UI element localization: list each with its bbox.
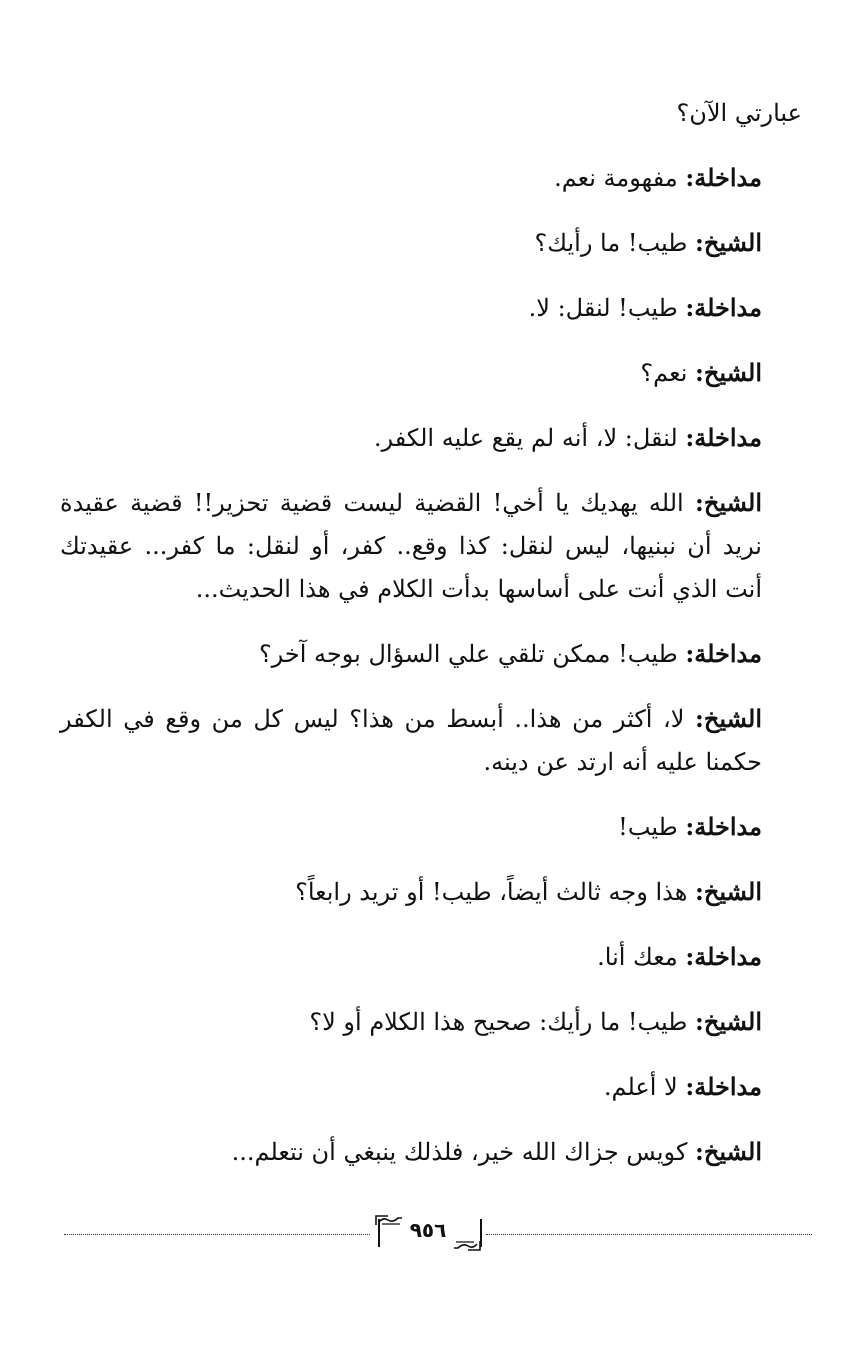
page-number-frame: [370, 1213, 486, 1253]
paragraph-text: لا أعلم.: [603, 1073, 686, 1101]
paragraph: [60, 481, 802, 611]
corner-ornament-icon: [452, 1239, 482, 1253]
paragraph-text: هذا وجه ثالث أيضاً، طيب! أو تريد رابعاً؟: [295, 878, 696, 906]
paragraph: [60, 632, 802, 676]
paragraph: [60, 1065, 802, 1109]
paragraph-text: مفهومة نعم.: [554, 164, 686, 192]
speaker-label: الشيخ:: [695, 1137, 762, 1166]
paragraph: [60, 935, 802, 979]
paragraph: [60, 870, 802, 914]
speaker-label: مداخلة:: [685, 942, 762, 971]
paragraph: [60, 92, 802, 135]
speaker-label: مداخلة:: [685, 1072, 762, 1101]
paragraph-text: طيب! ممكن تلقي علي السؤال بوجه آخر؟: [258, 640, 686, 668]
paragraph-text: لا، أكثر من هذا.. أبسط من هذا؟ ليس كل من وقع في الكفر حكمنا عليه أنه ارتد عن دينه.: [60, 705, 762, 776]
paragraph: [60, 286, 802, 330]
paragraph: [60, 697, 802, 784]
paragraph-text: طيب! ما رأيك؟: [534, 229, 696, 257]
speaker-label: مداخلة:: [685, 423, 762, 452]
speaker-label: الشيخ:: [695, 704, 762, 733]
speaker-label: الشيخ:: [695, 1007, 762, 1036]
speaker-label: مداخلة:: [685, 163, 762, 192]
paragraph-text: نعم؟: [640, 359, 696, 387]
paragraph-text: الله يهديك يا أخي! القضية ليست قضية تحزير!! قضية عقيدة نريد أن نبنيها، ليس لنقل: كذا وقع.. كفر، أو لنقل: ما كفر... عقيدتك أنت الذي أنت على أساسها بدأت الكلام في هذا الحديث...: [60, 489, 762, 603]
speaker-label: مداخلة:: [685, 812, 762, 841]
footer-dotted-line-left: [64, 1234, 370, 1235]
paragraph: [60, 156, 802, 200]
speaker-label: الشيخ:: [695, 877, 762, 906]
paragraph-text: طيب! ما رأيك: صحيح هذا الكلام أو لا؟: [309, 1008, 696, 1036]
footer-dotted-line-right: [486, 1234, 812, 1235]
paragraph: [60, 805, 802, 849]
paragraph-text: كويس جزاك الله خير، فلذلك ينبغي أن نتعلم...: [231, 1138, 696, 1166]
paragraph-text: عبارتي الآن؟: [676, 99, 802, 127]
paragraph: [60, 1000, 802, 1044]
speaker-label: الشيخ:: [695, 228, 762, 257]
paragraph-text: معك أنا.: [597, 943, 686, 971]
paragraph: [60, 1130, 802, 1174]
paragraph-text: طيب!: [618, 813, 686, 841]
paragraph: [60, 416, 802, 460]
paragraph: [60, 221, 802, 265]
page-number: ٩٥٦: [409, 1218, 447, 1242]
speaker-label: الشيخ:: [695, 488, 762, 517]
speaker-label: الشيخ:: [695, 358, 762, 387]
speaker-label: مداخلة:: [685, 293, 762, 322]
paragraph-text: لنقل: لا، أنه لم يقع عليه الكفر.: [373, 424, 686, 452]
paragraph-text: طيب! لنقل: لا.: [528, 294, 686, 322]
dialogue-text: [60, 92, 802, 1195]
speaker-label: مداخلة:: [685, 639, 762, 668]
paragraph: [60, 351, 802, 395]
